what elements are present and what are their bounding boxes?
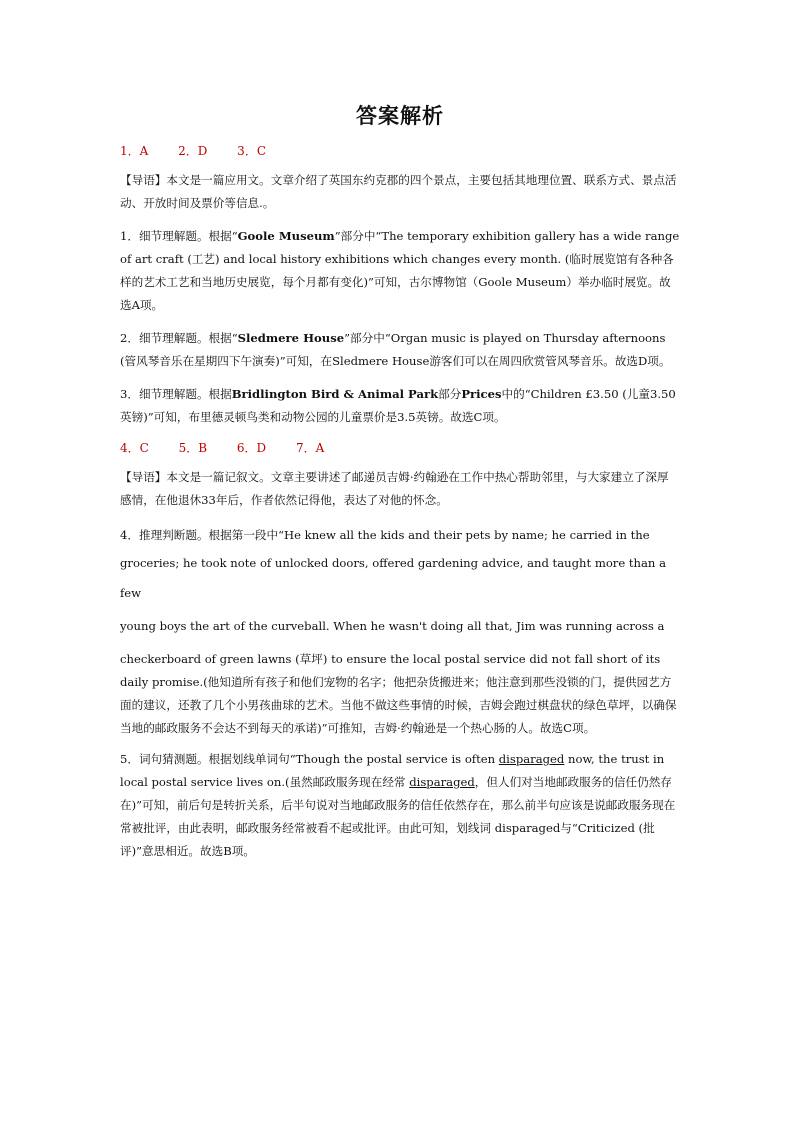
q5-text: ，但人们对当地邮政服务的信任仍然存在)”可知，前后句是转折关系，后半句说对当地邮政服务的信任依然存在，那么前半句应该是说邮政服务现在常被批评，由此表明，邮政服务经常被看不起或批评。由此可知，划线词 disparaged与“Criticized (批评)”意思相近。故选B项。: [120, 775, 676, 858]
q1-section-name: Goole Museum: [237, 229, 335, 243]
q1-prefix: 1．细节理解题。根据“: [120, 229, 238, 243]
q3-section-name: Bridlington Bird & Animal Park: [231, 387, 439, 401]
q5-underlined-word: disparaged: [498, 752, 565, 766]
q3-prefix: 3．细节理解题。根据: [120, 387, 232, 401]
q4-line-2: groceries; he took note of unlocked doors, offered gardening advice, and taught more than a few: [120, 556, 666, 600]
q3-mid: 部分: [438, 387, 462, 401]
explanation-q4: [120, 522, 680, 740]
q4-line-1: 4．推理判断题。根据第一段中“He knew all the kids and their pets by name; he carried in the: [120, 528, 650, 542]
explanation-q3: [120, 383, 680, 429]
answer-key-2: 4．C 5．B 6．D 7．A: [120, 441, 325, 455]
q5-underlined-word-2: disparaged: [409, 775, 475, 789]
q1-text: ”部分中“The temporary exhibition gallery has a wide range of art craft (工艺) and local history exhibitions which changes every month. (临时展览馆有各种各样的艺术工艺和当地历史展览，每个月都有变化)”可知，古尔博物馆（Goole Museum）举办临时展览。故选A项。: [120, 229, 680, 312]
explanation-q1: [120, 225, 680, 317]
q2-text: ”部分中“Organ music is played on Thursday afternoons (管风琴音乐在星期四下午演奏)”可知，在Sledmere House游客们可以在周四欣赏管风琴音乐。故选D项。: [120, 331, 671, 368]
page-title: 答案解析: [356, 104, 444, 128]
answer-sheet: [120, 96, 680, 873]
q5-prefix: 5．词句猜测题。根据划线单词句“Though the postal service is often: [120, 752, 499, 766]
intro-2: 【导语】本文是一篇记叙文。文章主要讲述了邮递员吉姆·约翰逊在工作中热心帮助邻里，与大家建立了深厚感情，在他退休33年后，作者依然记得他，表达了对他的怀念。: [120, 470, 669, 507]
q5-mid: now, the trust in local postal service lives on.(虽然邮政服务现在经常: [120, 752, 665, 789]
q3-prices-label: Prices: [461, 387, 502, 401]
q4-line-3: young boys the art of the curveball. When he wasn't doing all that, Jim was running across a: [120, 619, 665, 633]
explanation-q5: [120, 748, 680, 863]
q2-prefix: 2．细节理解题。根据“: [120, 331, 238, 345]
explanation-q2: [120, 327, 680, 373]
q3-text: 中的“Children £3.50 (儿童3.50英镑)”可知，布里德灵顿鸟类和动物公园的儿童票价是3.5英镑。故选C项。: [120, 387, 676, 424]
q4-text: checkerboard of green lawns (草坪) to ensure the local postal service did not fall short of its daily promise.(他知道所有孩子和他们宠物的名字；他把杂货搬进来；他注意到那些没锁的门，提供园艺方面的建议，还教了几个小男孩曲球的艺术。当他不做这些事情的时候，吉姆会跑过棋盘状的绿色草坪，以确保当地的邮政服务不会达不到每天的承诺)”可推知，吉姆·约翰逊是一个热心肠的人。故选C项。: [120, 652, 677, 735]
q2-section-name: Sledmere House: [237, 331, 345, 345]
intro-1: 【导语】本文是一篇应用文。文章介绍了英国东约克郡的四个景点，主要包括其地理位置、联系方式、景点活动、开放时间及票价等信息.。: [120, 173, 677, 210]
answer-key-1: 1．A 2．D 3．C: [120, 144, 267, 158]
